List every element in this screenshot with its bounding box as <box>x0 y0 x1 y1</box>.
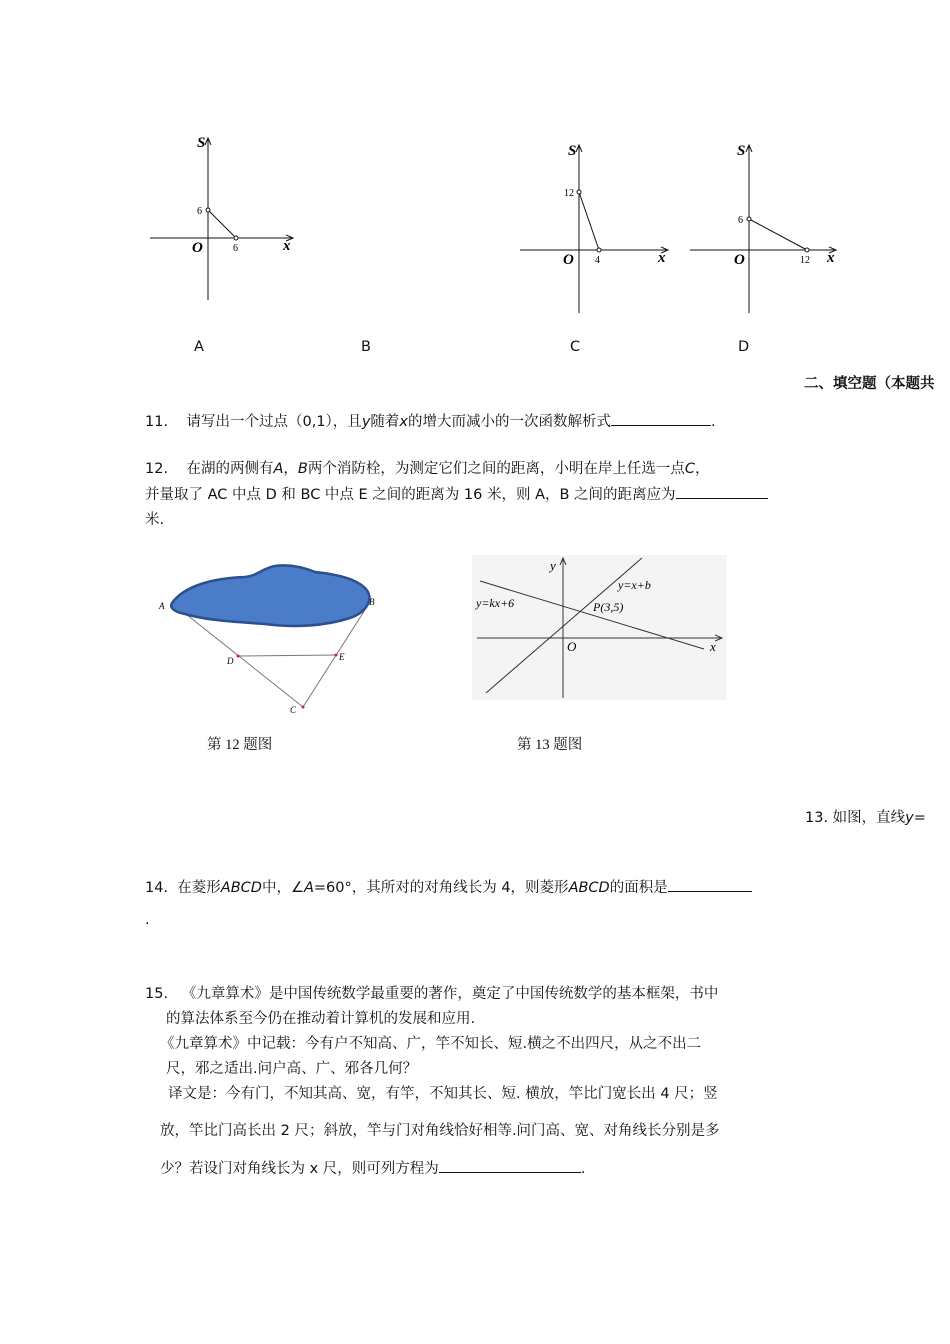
question-12-line-2 <box>145 483 768 504</box>
x-axis-label: x <box>710 639 716 654</box>
question-12-line-3: 米. <box>145 512 165 528</box>
x-axis-label: x <box>827 250 835 266</box>
question-14 <box>145 876 752 897</box>
q14-text: =60°，其所对的对角线长为 4，则菱形 <box>313 880 569 896</box>
figure-background <box>472 555 727 700</box>
question-11 <box>145 410 716 431</box>
lake-shape <box>171 565 369 626</box>
x-tick-label: 6 <box>233 243 238 254</box>
graph-d <box>685 135 845 315</box>
q12-text: 并量取了 AC 中点 D 和 BC 中点 E 之间的距离为 16 米，则 A，B 之间的距离应为 <box>145 487 676 503</box>
q11-text-c: 的增大而减小的一次函数解析式 <box>408 414 611 430</box>
origin-label: O <box>563 252 574 268</box>
option-a-label: A <box>194 339 204 355</box>
answer-blank[interactable] <box>611 411 711 426</box>
q13-text: = <box>913 810 926 826</box>
period: . <box>711 414 716 430</box>
graph-a-segment <box>208 210 236 238</box>
question-number: 12. <box>145 461 169 477</box>
label-d: D <box>227 656 234 666</box>
point-p-label: P(3,5) <box>593 600 624 614</box>
line1-label: y=x+b <box>618 578 651 592</box>
q12-text: 两个消防栓，为测定它们之间的距离，小明在岸上任选一点 <box>307 461 685 477</box>
figure-13 <box>472 555 727 700</box>
figure-12 <box>155 560 395 720</box>
answer-blank[interactable] <box>676 484 768 499</box>
graph-c-segment <box>579 192 599 250</box>
y-tick-label: 6 <box>197 206 202 217</box>
open-point <box>805 248 809 252</box>
question-15-line-4: 尺，邪之适出.问户高、广、邪各几何？ <box>166 1061 418 1077</box>
x-tick-label: 12 <box>800 255 810 266</box>
x-tick-label: 4 <box>595 255 600 266</box>
q12-point-c: C <box>684 461 695 477</box>
question-15-line-7 <box>160 1157 585 1178</box>
point-c <box>302 706 305 709</box>
open-point <box>234 236 238 240</box>
q11-text-a: 请写出一个过点（0,1），且 <box>186 414 362 430</box>
option-c-label: C <box>570 339 581 355</box>
figure-13-caption: 第 13 题图 <box>517 737 583 753</box>
open-point <box>206 208 210 212</box>
graph-d-segment <box>749 219 807 250</box>
q12-point-a: A <box>273 461 284 477</box>
segment-de <box>238 655 336 656</box>
origin-label: O <box>192 240 203 256</box>
option-b-label: B <box>361 339 371 355</box>
q14-text: 在菱形 <box>177 880 221 896</box>
label-a: A <box>159 601 165 611</box>
q14-text: 的面积是 <box>609 880 668 896</box>
y-axis-label: y <box>550 558 556 573</box>
point-e <box>335 654 338 657</box>
q11-text-b: 随着 <box>370 414 400 430</box>
question-number: 11. <box>145 414 169 430</box>
question-15-line-5: 译文是：今有门，不知其高、宽，有竿，不知其长、短. 横放，竿比门宽长出 4 尺；竖 <box>168 1086 718 1102</box>
label-c: C <box>290 705 297 715</box>
q12-text: 在湖的两侧有 <box>186 461 274 477</box>
q14-text: 中，∠ <box>261 880 304 896</box>
option-d-label: D <box>738 339 750 355</box>
period: . <box>580 1161 586 1177</box>
question-number: 14. <box>145 880 169 896</box>
question-15-line-3: 《九章算术》中记载：今有户不知高、广，竿不知长、短.横之不出四尺，从之不出二 <box>160 1036 702 1052</box>
y-tick-label: 12 <box>564 188 574 199</box>
point-d <box>237 655 240 658</box>
open-point <box>747 217 751 221</box>
question-15-line-1 <box>145 982 718 1003</box>
question-12-line-1 <box>145 457 710 478</box>
label-e: E <box>339 652 345 662</box>
answer-blank[interactable] <box>439 1158 581 1173</box>
q11-var-y: y <box>361 414 371 430</box>
x-axis-label: x <box>283 238 291 254</box>
q14-shape: ABCD <box>568 880 610 896</box>
q11-var-x: x <box>399 414 408 430</box>
graph-c <box>515 135 675 315</box>
origin-label: O <box>567 639 577 654</box>
q12-text: ， <box>695 461 710 477</box>
q12-text: ， <box>283 461 298 477</box>
question-15-line-6: 放，竿比门高长出 2 尺；斜放，竿与门对角线恰好相等.问门高、宽、对角线长分别是多 <box>160 1123 720 1139</box>
x-axis-label: x <box>658 250 666 266</box>
answer-blank[interactable] <box>668 877 752 892</box>
open-point <box>597 248 601 252</box>
q15-text: 少？若设门对角线长为 x 尺，则可列方程为 <box>160 1161 439 1177</box>
s-axis-label: S <box>737 143 746 159</box>
q13-text: 13. 如图，直线 <box>805 810 906 826</box>
s-axis-label: S <box>568 143 577 159</box>
line2-label: y=kx+6 <box>476 596 515 610</box>
q14-shape: ABCD <box>220 880 262 896</box>
q15-text: 《九章算术》是中国传统数学最重要的著作，奠定了中国传统数学的基本框架，书中 <box>181 986 719 1002</box>
q13-var-y: y <box>905 810 914 826</box>
graph-a <box>145 130 305 305</box>
open-point <box>577 190 581 194</box>
question-number: 15. <box>145 986 169 1002</box>
question-13 <box>805 806 926 827</box>
question-15-line-2: 的算法体系至今仍在推动着计算机的发展和应用. <box>166 1011 476 1027</box>
origin-label: O <box>734 252 745 268</box>
s-axis-label: S <box>197 135 206 151</box>
figure-12-caption: 第 12 题图 <box>207 737 273 753</box>
y-tick-label: 6 <box>738 215 743 226</box>
q14-period: . <box>145 912 150 928</box>
label-b: B <box>369 597 375 607</box>
q14-angle: A <box>303 880 314 896</box>
section-heading: 二、填空题（本题共 <box>804 376 935 392</box>
q12-point-b: B <box>297 461 308 477</box>
